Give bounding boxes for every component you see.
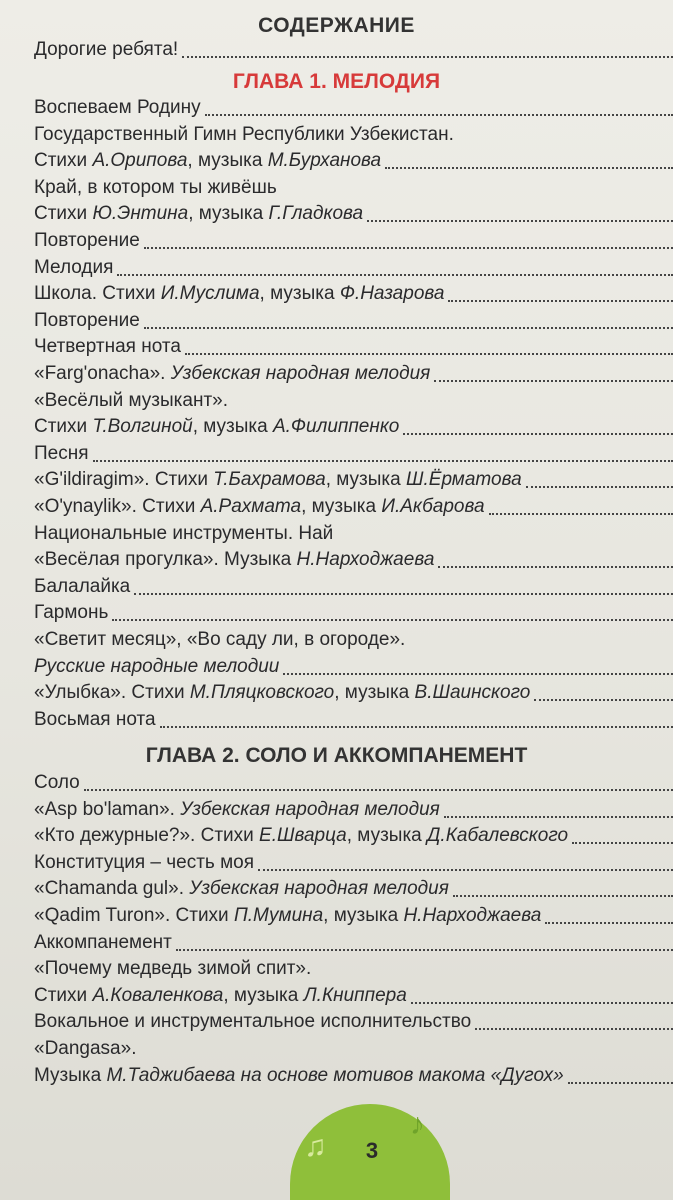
toc-entry (34, 522, 673, 548)
toc-entry (34, 824, 673, 850)
entry-author: Русские народные мелодии (34, 655, 280, 677)
entry-title: «Dangasa». (34, 1038, 137, 1059)
toc-entry (34, 282, 673, 308)
leader-dots (526, 485, 673, 488)
entry-author: И.Муслима (160, 283, 260, 305)
toc-entry (34, 655, 673, 681)
entry-title: , музыка (192, 416, 273, 438)
toc-entry (34, 877, 673, 903)
entry-title: , музыка (301, 496, 382, 517)
entry-text (34, 877, 449, 901)
entry-title: Повторение (34, 230, 140, 251)
entry-author: А.Рахмата (200, 496, 302, 517)
entry-text (34, 495, 485, 519)
leader-dots (134, 592, 673, 595)
entry-author: Г.Гладкова (268, 203, 364, 225)
entry-text (34, 256, 113, 280)
entry-title: Школа. Стихи (34, 283, 161, 305)
entry-text (34, 229, 140, 253)
entry-author: Ф.Назарова (339, 283, 445, 305)
entry-title: «O'ynaylik». Стихи (34, 496, 201, 517)
leader-dots (534, 698, 673, 701)
toc-entry (34, 96, 673, 122)
leader-dots (572, 841, 673, 844)
leader-dots (283, 672, 673, 675)
entry-author: Д.Кабалевского (427, 825, 569, 847)
entry-author: И.Акбарова (381, 496, 485, 517)
leader-dots (205, 113, 673, 116)
toc-entry (34, 468, 673, 494)
toc-entry (34, 1037, 673, 1063)
entry-author: М.Таджибаева на основе мотивов макома «Дугох» (106, 1064, 564, 1086)
toc-entry (34, 123, 673, 149)
leader-dots (176, 948, 673, 951)
entry-title: Государственный Гимн Республики Узбекистан. (34, 123, 454, 145)
entry-text (34, 771, 80, 795)
entry-text (34, 1010, 471, 1034)
entry-author: Ш.Ёрматова (406, 469, 522, 491)
entry-text (34, 1037, 136, 1061)
toc-entry (34, 362, 673, 388)
entry-author: Л.Книппера (303, 984, 407, 1006)
entry-text (34, 309, 140, 333)
entry-title: Балалайка (34, 575, 131, 597)
leader-dots (185, 352, 673, 355)
entry-text (34, 149, 381, 173)
toc-entry (34, 335, 673, 361)
toc-entry (34, 202, 673, 228)
entry-author: П.Мумина (233, 905, 324, 926)
entry-author: Узбекская народная мелодия (170, 363, 431, 384)
entry-text (34, 522, 333, 546)
leader-dots (84, 788, 673, 791)
entry-author: А.Филиппенко (272, 416, 400, 438)
entry-title: , музыка (323, 905, 404, 926)
entry-text (34, 601, 108, 625)
entry-author: В.Шаинского (414, 682, 531, 704)
leader-dots (438, 565, 673, 568)
entry-title: Стихи (34, 984, 93, 1006)
entry-text (34, 389, 228, 413)
entry-text (34, 442, 89, 466)
entry-title: «G'ildiragim». Стихи (34, 469, 214, 491)
entry-text (34, 984, 407, 1008)
entry-title: Повторение (34, 309, 140, 331)
entry-text (34, 1064, 564, 1088)
entry-author: М.Пляцковского (189, 682, 335, 704)
entry-text (34, 931, 172, 955)
entry-title: , музыка (259, 283, 340, 305)
entry-text (34, 957, 311, 981)
entry-title: «Весёлая прогулка». Музыка (34, 549, 297, 571)
leader-dots (144, 326, 673, 329)
toc-entry (34, 575, 673, 601)
entry-title: , музыка (188, 203, 269, 225)
entry-title: , музыка (346, 825, 428, 847)
leader-dots (489, 512, 673, 515)
entry-author: Н.Нарходжаева (296, 549, 435, 571)
entry-author: Т.Бахрамова (213, 469, 326, 491)
entry-text (34, 468, 522, 492)
entry-title: «Qadim Turon». Стихи (34, 905, 234, 926)
entry-text (34, 362, 430, 386)
toc-entry (34, 1010, 673, 1036)
entry-title: Соло (34, 772, 80, 793)
toc-entry (34, 229, 673, 255)
leader-dots (475, 1027, 673, 1030)
entry-title: «Светит месяц», «Во саду ли, в огороде». (34, 629, 406, 650)
toc-entry (34, 771, 673, 797)
toc-entry (34, 495, 673, 521)
toc-entry (34, 389, 673, 415)
leader-dots (403, 432, 673, 435)
leader-dots (160, 725, 673, 728)
entry-title: Аккомпанемент (34, 931, 172, 953)
page-number: 3 (365, 1138, 379, 1163)
toc-entry (34, 851, 673, 877)
entry-text (34, 282, 444, 306)
entry-title: Гармонь (34, 602, 109, 624)
entry-text (34, 548, 434, 572)
toc-entry (34, 309, 673, 335)
entry-text (34, 628, 405, 652)
entry-title: Стихи (34, 203, 93, 225)
entry-title: Мелодия (34, 256, 114, 278)
entry-title: Край, в котором ты живёшь (34, 176, 277, 198)
toc-entry (34, 601, 673, 627)
toc-title: СОДЕРЖАНИЕ (258, 14, 415, 37)
entry-text (34, 851, 254, 875)
chapter-2-title: ГЛАВА 2. СОЛО И АККОМПАНЕМЕНТ (145, 744, 528, 767)
entry-text (34, 123, 454, 147)
entry-text (34, 655, 279, 679)
leader-dots (434, 379, 673, 382)
leader-dots (112, 618, 673, 621)
entry-text (34, 202, 363, 226)
toc-entry (34, 256, 673, 282)
entry-title: , музыка (334, 682, 415, 704)
entry-text (34, 798, 440, 822)
toc-entry (34, 1064, 673, 1090)
leader-dots (385, 166, 673, 169)
leader-dots (545, 921, 673, 924)
toc-entry (34, 904, 673, 930)
entry-text (34, 708, 156, 732)
entry-title: Вокальное и инструментальное исполнительство (34, 1011, 472, 1033)
leader-dots (93, 459, 673, 462)
chapter-1-title: ГЛАВА 1. МЕЛОДИЯ (232, 70, 441, 93)
entry-title: Музыка (34, 1064, 107, 1086)
entry-title: Песня (34, 442, 89, 464)
toc-entry (34, 798, 673, 824)
entry-text (34, 824, 568, 848)
entry-title: Воспеваем Родину (34, 97, 201, 118)
leader-dots (411, 1001, 673, 1004)
toc-entry (34, 415, 673, 441)
music-note-icon: ♫ (304, 1130, 327, 1163)
entry-text (34, 96, 201, 120)
entry-author: Узбекская народная мелодия (189, 878, 449, 900)
leader-dots (448, 299, 673, 302)
entry-author: Узбекская народная мелодия (180, 798, 440, 820)
toc-entry-intro (34, 38, 673, 64)
toc-entry (34, 957, 673, 983)
leader-dots (144, 246, 673, 249)
toc-entry (34, 931, 673, 957)
entry-title: Стихи (34, 416, 93, 438)
toc-entry (34, 628, 673, 654)
leader-dots (568, 1081, 673, 1084)
entry-title: Национальные инструменты. Най (34, 522, 334, 544)
entry-text (34, 415, 399, 439)
toc-entry (34, 442, 673, 468)
entry-title: «Почему медведь зимой спит». (34, 958, 312, 980)
leader-dots (444, 815, 673, 818)
leader-dots (117, 273, 673, 276)
entry-text (34, 575, 130, 599)
entry-text (34, 176, 277, 200)
toc-entry (34, 176, 673, 202)
toc-entry (34, 681, 673, 707)
entry-author: Н.Нарходжаева (403, 905, 542, 926)
entry-author: Т.Волгиной (92, 416, 193, 438)
entry-author: А.Коваленкова (92, 984, 224, 1006)
entry-title: Стихи (34, 150, 93, 172)
entry-title: «Улыбка». Стихи (34, 682, 190, 704)
entry-text (34, 681, 530, 705)
entry-text (34, 335, 181, 359)
entry-author: М.Бурханова (267, 150, 382, 172)
entry-title: «Кто дежурные?». Стихи (34, 825, 260, 847)
entry-title: , музыка (223, 984, 304, 1006)
entry-title: Конституция – честь моя (34, 851, 255, 873)
entry-title: «Farg'onacha». (34, 363, 171, 384)
entry-author: А.Орипова (92, 150, 188, 172)
leader-dots (258, 868, 673, 871)
entry-author: Е.Шварца (259, 825, 347, 847)
entry-title: «Asp bo'laman». (34, 798, 181, 820)
toc-entry (34, 548, 673, 574)
toc-entry (34, 984, 673, 1010)
entry-title: , музыка (187, 150, 268, 172)
entry-title: «Весёлый музыкант». (34, 389, 228, 411)
leader-dots (367, 219, 673, 222)
entry-author: Ю.Энтина (92, 203, 189, 225)
entry-title: , музыка (325, 469, 406, 491)
toc-entry (34, 149, 673, 175)
entry-text (34, 904, 541, 928)
entry-text: Дорогие ребята! (34, 39, 179, 60)
entry-title: Восьмая нота (34, 708, 156, 730)
leader-dots (453, 894, 673, 897)
entry-title: «Chamanda gul». (34, 878, 190, 900)
leader-dots (182, 55, 673, 58)
entry-title: Четвертная нота (34, 336, 181, 358)
toc-entry (34, 708, 673, 734)
music-note-icon: ♪ (410, 1108, 425, 1141)
